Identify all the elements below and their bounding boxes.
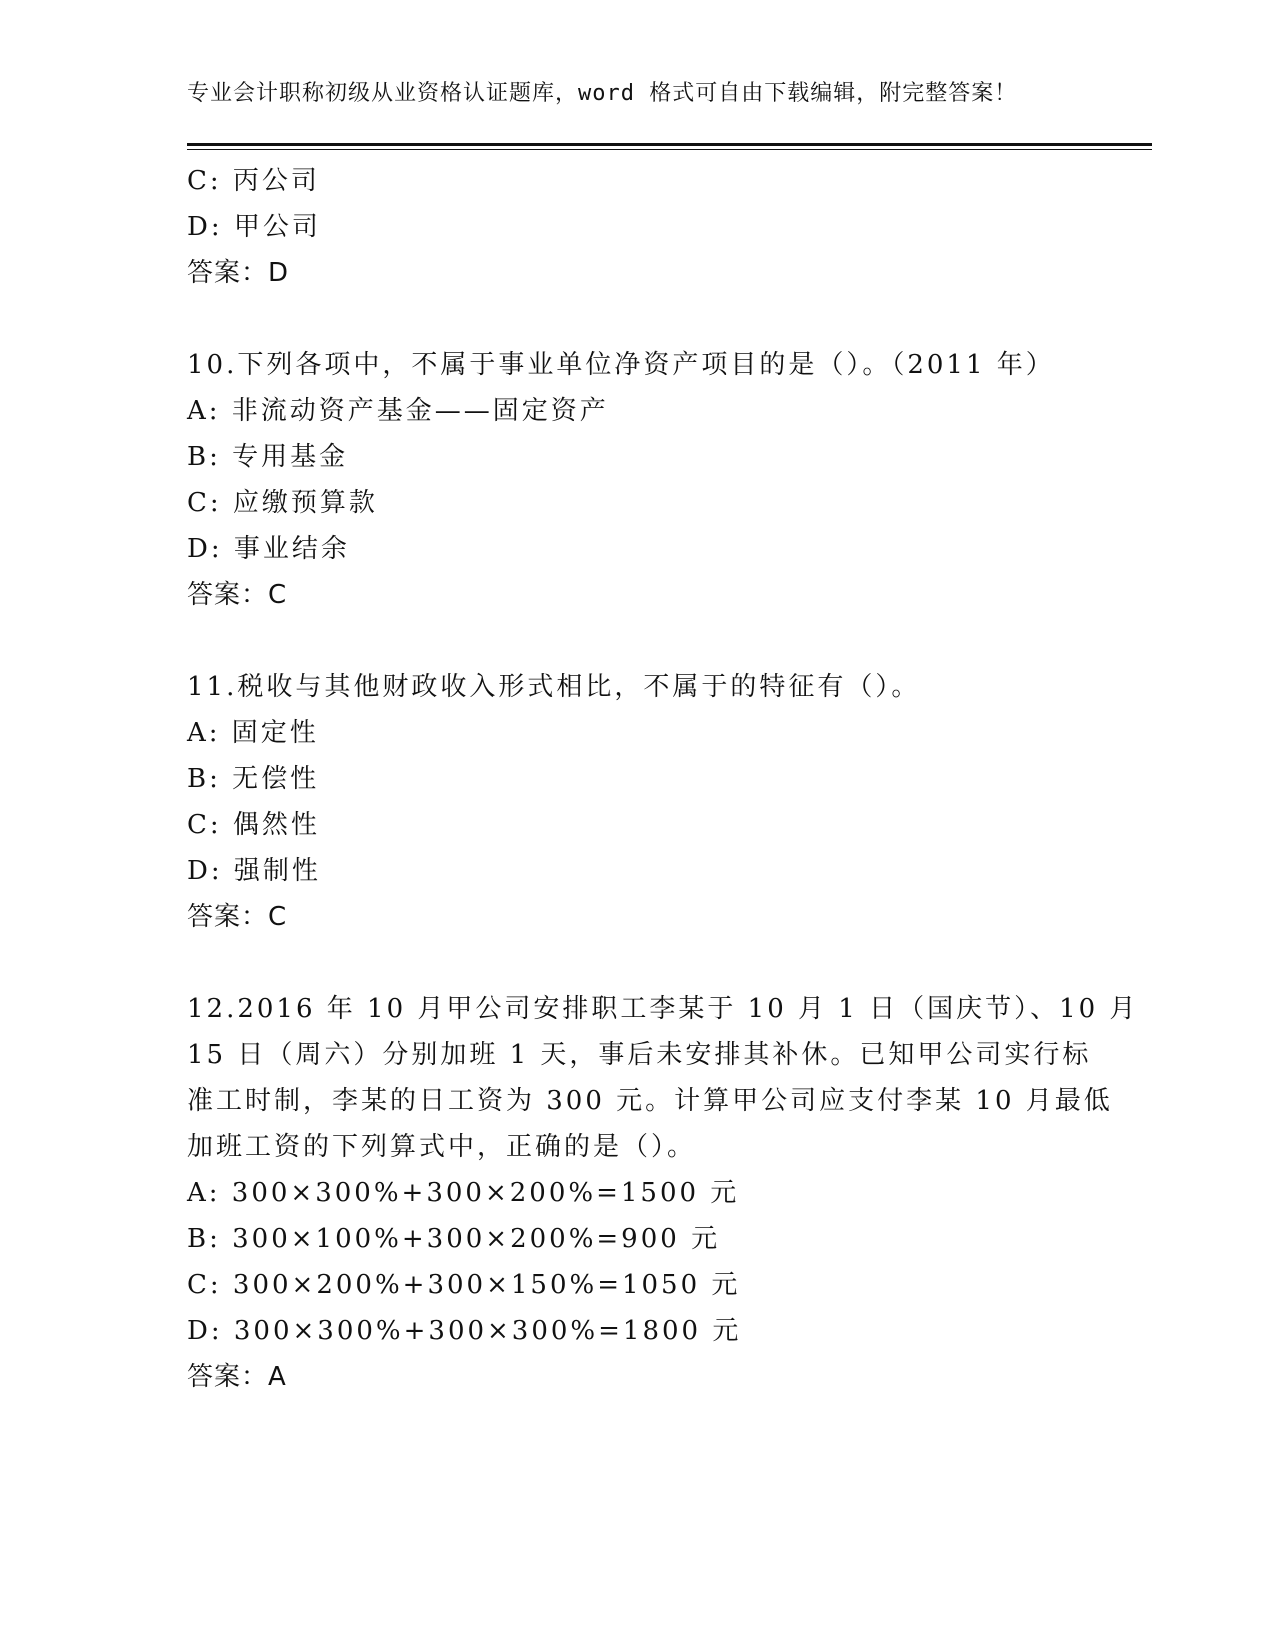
q12-option-b: B: 300×100%+300×200%=900 元 bbox=[187, 1224, 721, 1254]
q11-option-d: D: 强制性 bbox=[187, 856, 321, 886]
q12-option-c: C: 300×200%+300×150%=1050 元 bbox=[187, 1270, 741, 1300]
q12-stem-line-1: 12.2016 年 10 月甲公司安排职工李某于 10 月 1 日（国庆节）、10 月 bbox=[187, 994, 1139, 1024]
q10-option-c: C: 应缴预算款 bbox=[187, 488, 378, 518]
q11-option-b: B: 无偿性 bbox=[187, 764, 320, 794]
q12-option-a: A: 300×300%+300×200%=1500 元 bbox=[187, 1178, 740, 1208]
header-rule-thin bbox=[187, 149, 1152, 150]
q10-option-a: A: 非流动资产基金——固定资产 bbox=[187, 396, 609, 426]
q10-answer: 答案：C bbox=[187, 580, 288, 610]
q11-option-c: C: 偶然性 bbox=[187, 810, 320, 840]
q11-option-a: A: 固定性 bbox=[187, 718, 319, 748]
question-content bbox=[187, 158, 1139, 1400]
q9-option-d: D: 甲公司 bbox=[187, 212, 321, 242]
spacer bbox=[187, 940, 1087, 986]
spacer bbox=[187, 618, 1087, 664]
q9-answer: 答案：D bbox=[187, 258, 290, 288]
page-header: 专业会计职称初级从业资格认证题库，word 格式可自由下载编辑，附完整答案！ bbox=[187, 81, 1018, 106]
header-rule-thick bbox=[187, 143, 1152, 146]
q10-stem: 10.下列各项中，不属于事业单位净资产项目的是（）。（2011 年） bbox=[187, 350, 1055, 380]
spacer bbox=[187, 296, 1087, 342]
q11-stem: 11.税收与其他财政收入形式相比，不属于的特征有（）。 bbox=[187, 672, 921, 702]
q12-option-d: D: 300×300%+300×300%=1800 元 bbox=[187, 1316, 742, 1346]
q12-answer: 答案：A bbox=[187, 1362, 287, 1392]
q10-option-d: D: 事业结余 bbox=[187, 534, 350, 564]
q11-answer: 答案：C bbox=[187, 902, 288, 932]
q9-option-c: C: 丙公司 bbox=[187, 166, 320, 196]
q12-stem-line-3: 准工时制，李某的日工资为 300 元。计算甲公司应支付李某 10 月最低 bbox=[187, 1086, 1113, 1116]
q12-stem-line-4: 加班工资的下列算式中，正确的是（）。 bbox=[187, 1132, 697, 1162]
q10-option-b: B: 专用基金 bbox=[187, 442, 349, 472]
q12-stem-line-2: 15 日（周六）分别加班 1 天，事后未安排其补休。已知甲公司实行标 bbox=[187, 1040, 1092, 1070]
